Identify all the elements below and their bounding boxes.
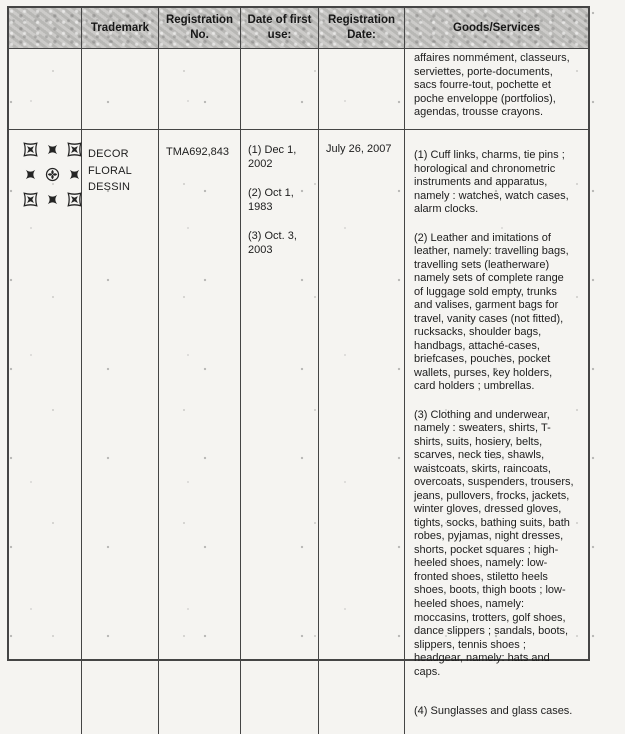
header-cell-goods-services: Goods/Services	[405, 8, 588, 49]
monogram-flower-square-icon	[23, 192, 38, 207]
goods-paragraph: (3) Clothing and underwear, namely : sweaters, shirts, T-shirts, suits, hosiery, belts, scarves, neck ties, shawls, waistcoats, skirts, raincoats, overcoats, suspenders, trousers, jeans, pullovers, frocks, jackets, winter gloves, dressed gloves, tights, socks, bathing suits, bath robes, pyjamas, night dresses, shorts, pocket squares ; high-heeled shoes, namely: low-fronted shoes, stiletto heels shoes, boots, thigh boots ; low-heeled shoes, namely: moccasins, trotters, golf shoes, dance slippers ; sandals, boots, slippers, tennis shoes ; headgear, namely: hats and caps.	[414, 408, 574, 678]
goods-paragraph: (2) Leather and imitations of leather, namely: travelling bags, travelling sets (leatherware) namely sets of complete range of luggage sold empty, trunks and valises, garment bags for travel, vanity cases (not fitted), rucksacks, shoulder bags, handbags, attaché-cases, briefcases, pouches, pocket wallets, purses, key holders, card holders ; umbrellas.	[414, 231, 569, 393]
row1-registration-date-cell	[319, 49, 405, 130]
header-cell-empty	[9, 8, 82, 49]
row1-symbol-cell	[9, 49, 82, 130]
header-cell-registration-no: Registration No.	[159, 8, 241, 49]
row1-goods-services-cell	[405, 49, 588, 130]
first-use-date: (2) Oct 1, 1983	[248, 187, 294, 213]
header-cell-registration-date: Registration Date:	[319, 8, 405, 49]
monogram-pinwheel-star-icon	[23, 167, 38, 182]
header-cell-date-of-first-use: Date of first use:	[241, 8, 319, 49]
row2-first-use-cell	[241, 130, 319, 734]
monogram-pinwheel-star-icon	[45, 192, 60, 207]
row1-registration-no-cell	[159, 49, 241, 130]
row1-first-use-cell	[241, 49, 319, 130]
monogram-flower-square-icon	[67, 142, 82, 157]
monogram-pinwheel-star-icon	[67, 167, 82, 182]
goods-paragraph: (1) Cuff links, charms, tie pins ; horological and chronometric instruments and apparatus, namely : watches, watch cases, alarm clocks.	[414, 149, 569, 216]
trademark-monogram-design	[23, 142, 81, 207]
row2-trademark-cell: DECOR FLORAL DESSIN	[82, 130, 159, 734]
first-use-date: (3) Oct. 3, 2003	[248, 230, 297, 256]
monogram-flower-square-icon	[67, 192, 82, 207]
row2-symbol-cell	[9, 130, 82, 734]
header-cell-trademark: Trademark	[82, 8, 159, 49]
trademark-registration-table	[7, 6, 590, 718]
first-use-date: (1) Dec 1, 2002	[248, 144, 297, 170]
monogram-pinwheel-star-icon	[45, 142, 60, 157]
row2-registration-no-cell: TMA692,843	[159, 130, 241, 734]
monogram-flower-square-icon	[23, 142, 38, 157]
row1-trademark-cell	[82, 49, 159, 130]
goods-paragraph: (4) Sunglasses and glass cases.	[414, 705, 573, 718]
row2-goods-services-cell	[405, 130, 588, 734]
monogram-flower-circle-icon	[45, 167, 60, 182]
row2-registration-date-cell: July 26, 2007	[319, 130, 405, 734]
goods-paragraph: affaires nommément, classeurs, serviettes, porte-documents, sacs fourre-tout, pochette et poche enveloppe (portfolios), agendas, trousse crayons.	[414, 52, 570, 119]
